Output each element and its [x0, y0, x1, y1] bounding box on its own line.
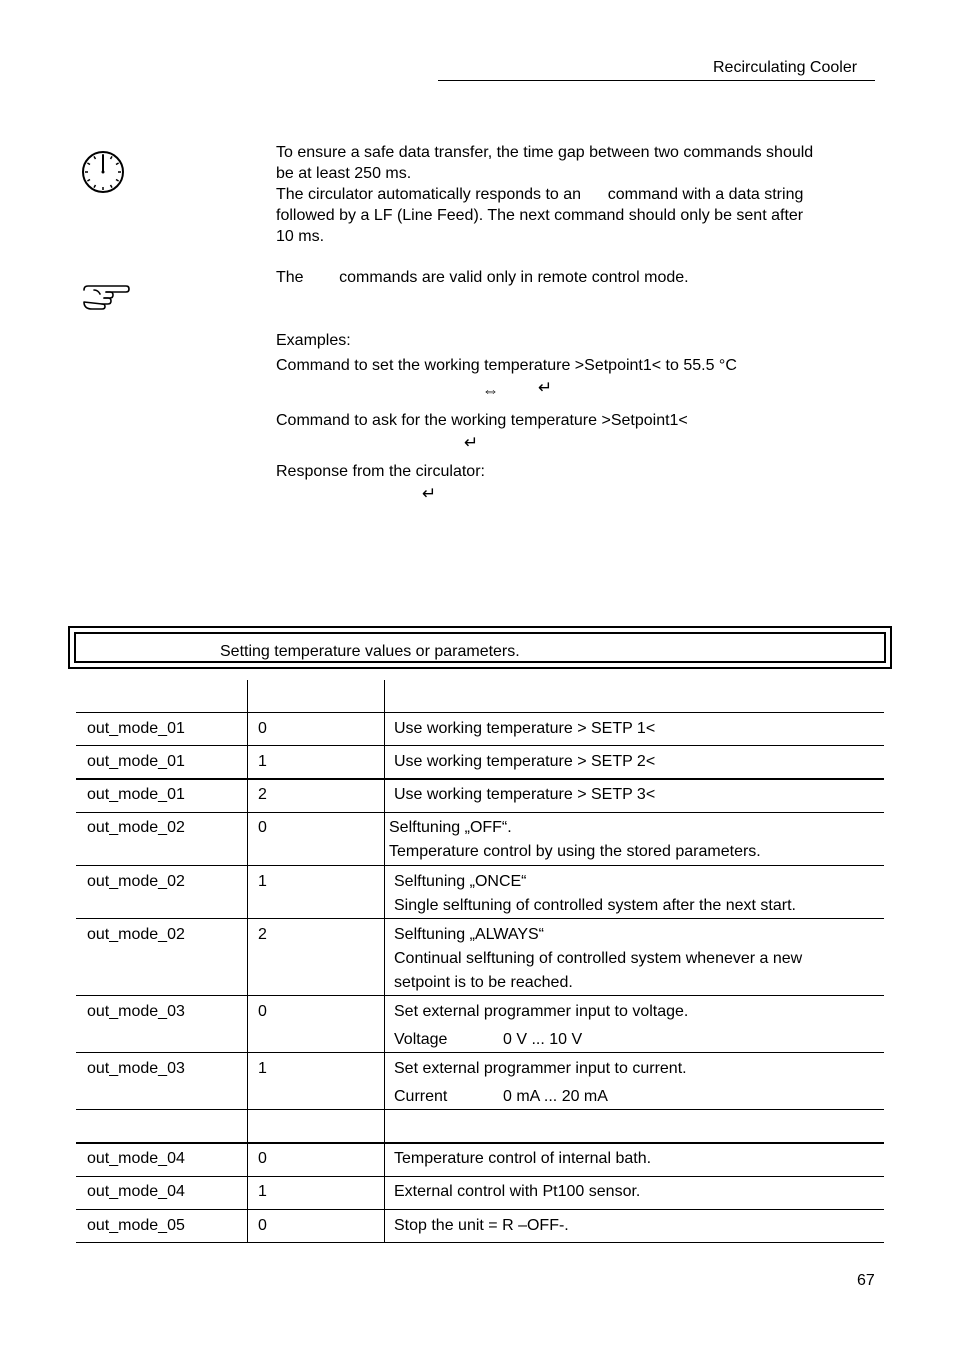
table-cell-command: out_mode_05	[87, 1217, 185, 1234]
table-cell-value: 1	[258, 873, 267, 890]
table-cell-command: out_mode_01	[87, 786, 185, 803]
examples-heading: Examples:	[276, 332, 351, 349]
table-cell-command: out_mode_04	[87, 1183, 185, 1200]
banner-text: Setting temperature values or parameters.	[220, 643, 520, 660]
table-cell-sub-value: 0 V ... 10 V	[503, 1031, 583, 1048]
table-cell-description: Single selftuning of controlled system after the next start.	[394, 897, 796, 914]
table-cell-value: 1	[258, 1183, 267, 1200]
table-cell-description: Use working temperature > SETP 3<	[394, 786, 656, 803]
table-cell-description: Set external programmer input to voltage.	[394, 1003, 689, 1020]
table-cell-description: Selftuning „OFF“.	[389, 819, 512, 836]
table-rule	[76, 1209, 884, 1210]
table-cell-value: 2	[258, 786, 267, 803]
enter-arrow-icon: ↵	[464, 433, 479, 452]
clock-note	[276, 142, 813, 247]
exchange-arrow-icon: ⇔	[482, 381, 499, 400]
table-cell-description: Use working temperature > SETP 1<	[394, 720, 656, 737]
table-cell-value: 1	[258, 1060, 267, 1077]
hand-note: The commands are valid only in remote control mode.	[276, 269, 689, 286]
table-cell-description: Set external programmer input to current.	[394, 1060, 687, 1077]
table-rule	[76, 745, 884, 746]
table-cell-value: 0	[258, 720, 267, 737]
example-ask-label: Command to ask for the working temperature >Setpoint1<	[276, 412, 688, 429]
table-cell-description: Continual selftuning of controlled system whenever a new	[394, 950, 803, 967]
table-cell-command: out_mode_02	[87, 926, 185, 943]
header-title: Recirculating Cooler	[713, 59, 858, 76]
table-rule	[76, 1142, 884, 1144]
table-rule	[76, 1176, 884, 1177]
table-cell-sub-label: Current	[394, 1088, 448, 1105]
table-cell-description: Selftuning „ONCE“	[394, 873, 527, 890]
table-rule	[76, 995, 884, 996]
table-cell-description: Temperature control of internal bath.	[394, 1150, 652, 1167]
pointing-hand-icon	[80, 282, 130, 310]
example-set-label: Command to set the working temperature >Setpoint1< to 55.5 °C	[276, 357, 737, 374]
table-cell-description: Selftuning „ALWAYS“	[394, 926, 544, 943]
table-cell-value: 0	[258, 819, 267, 836]
table-cell-command: out_mode_01	[87, 753, 185, 770]
table-rule	[76, 1052, 884, 1053]
table-rule	[76, 865, 884, 866]
clock-note-line: The circulator automatically responds to an command with a data string	[276, 186, 804, 203]
table-cell-description: setpoint is to be reached.	[394, 974, 573, 991]
table-cell-sub-value: 0 mA ... 20 mA	[503, 1088, 608, 1105]
clock-icon	[81, 150, 125, 194]
header-rule	[438, 80, 875, 81]
table-cell-description: Stop the unit = R –OFF-.	[394, 1217, 569, 1234]
table-divider	[247, 680, 248, 1243]
table-cell-description: Temperature control by using the stored parameters.	[389, 843, 761, 860]
clock-note-line: be at least 250 ms.	[276, 165, 412, 182]
page-number: 67	[857, 1272, 875, 1289]
enter-arrow-icon: ↵	[422, 484, 437, 503]
section-banner	[68, 626, 892, 669]
table-rule	[76, 778, 884, 780]
table-cell-sub-label: Voltage	[394, 1031, 448, 1048]
table-rule	[76, 1242, 884, 1243]
clock-note-line: To ensure a safe data transfer, the time gap between two commands should	[276, 144, 814, 161]
table-cell-value: 0	[258, 1150, 267, 1167]
table-cell-value: 1	[258, 753, 267, 770]
table-cell-command: out_mode_04	[87, 1150, 185, 1167]
table-cell-command: out_mode_03	[87, 1003, 185, 1020]
table-divider	[384, 680, 385, 1243]
table-cell-command: out_mode_03	[87, 1060, 185, 1077]
table-rule	[76, 812, 884, 813]
table-rule	[76, 1109, 884, 1110]
table-cell-command: out_mode_02	[87, 873, 185, 890]
table-cell-value: 0	[258, 1003, 267, 1020]
clock-note-line: 10 ms.	[276, 228, 325, 245]
table-cell-value: 2	[258, 926, 267, 943]
table-cell-description: External control with Pt100 sensor.	[394, 1183, 641, 1200]
enter-arrow-icon: ↵	[538, 378, 553, 397]
table-cell-value: 0	[258, 1217, 267, 1234]
table-rule	[76, 918, 884, 919]
table-cell-command: out_mode_02	[87, 819, 185, 836]
table-cell-description: Use working temperature > SETP 2<	[394, 753, 656, 770]
example-response-label: Response from the circulator:	[276, 463, 485, 480]
table-rule	[76, 712, 884, 713]
table-cell-command: out_mode_01	[87, 720, 185, 737]
clock-note-line: followed by a LF (Line Feed). The next command should only be sent after	[276, 207, 804, 224]
